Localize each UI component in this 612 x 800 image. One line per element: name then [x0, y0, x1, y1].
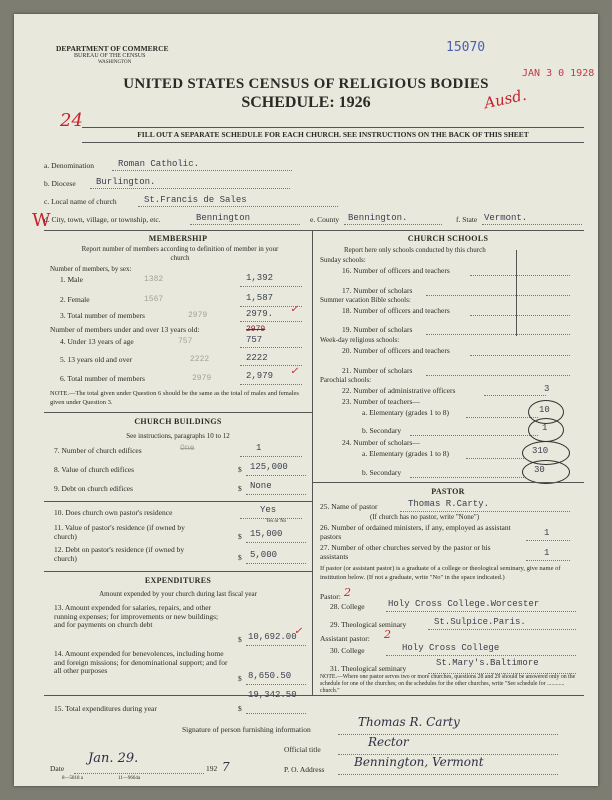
buildings-subtitle: See instructions, paragraphs 10 to 12 — [126, 432, 230, 440]
margin-mark-24: 24 — [60, 110, 83, 131]
pastor-note: NOTE.—Where one pastor serves two or more churches, questions 28 and 29 should be answered only on the schedule for one of the churches; on the schedules for the other churches, write "See schedule for ............ church." — [320, 674, 576, 694]
total-members-value: 2979. — [246, 309, 274, 319]
other-churches-value: 1 — [544, 548, 550, 558]
pastor-name-label: 25. Name of pastor — [320, 502, 378, 511]
sunday-teachers-label: 16. Number of officers and teachers — [342, 266, 450, 275]
county-label: e. County — [310, 215, 340, 224]
other-churches-label: 27. Number of other churches served by the pastor or his assistants — [320, 543, 491, 561]
edifices-value: 125,000 — [250, 462, 288, 472]
expenditures-subtitle: Amount expended by your church during last fiscal year — [99, 590, 257, 598]
pastor-name-value: Thomas R.Carty. — [408, 499, 490, 509]
official-title-value: Rector — [368, 735, 409, 749]
male-value: 1,392 — [246, 273, 274, 283]
schedule-number: 15070 — [446, 40, 486, 55]
summer-schools-label: Summer vacation Bible schools: — [320, 296, 411, 304]
scholars-label: 24. Number of scholars— — [342, 438, 420, 447]
admin-officers-value: 3 — [544, 384, 550, 394]
year-suffix: 7 — [222, 760, 230, 774]
edifices-debt-value: None — [250, 481, 272, 491]
diocese-value: Burlington. — [96, 177, 156, 187]
date-label: Date — [50, 764, 65, 773]
state-value: Vermont. — [484, 213, 528, 223]
under13-faint: 757 — [178, 337, 193, 346]
residence-owned-label: 10. Does church own pastor's residence — [54, 508, 173, 517]
membership-note: NOTE.—The total given under Question 6 should be the same as the total of males and females given under Question 3. — [50, 390, 299, 406]
form-code: 8—5818 a — [62, 776, 83, 781]
total-members-label: 3. Total number of members — [60, 311, 145, 320]
church-name-value: St.Francis de Sales — [144, 195, 247, 205]
teachers-secondary-value: 1 — [542, 423, 548, 433]
summer-scholars-label: 19. Number of scholars — [342, 325, 413, 334]
scholars-secondary-label: b. Secondary — [362, 468, 402, 477]
pastor-name-hint: (If church has no pastor, write "None") — [370, 513, 480, 521]
total-members-6-label: 6. Total number of members — [60, 374, 145, 383]
benevolences-value: 8,650.50 — [248, 671, 292, 681]
circled-value — [522, 460, 570, 484]
edifices-count-label: 7. Number of church edifices — [54, 446, 142, 455]
female-label: 2. Female — [60, 295, 90, 304]
membership-title: MEMBERSHIP — [148, 234, 208, 243]
expenditures-title: EXPENDITURES — [144, 576, 212, 585]
schools-intro: Report here only schools conducted by this church — [344, 246, 486, 254]
total-members-6-faint: 2979 — [192, 374, 212, 383]
form-title: UNITED STATES CENSUS OF RELIGIOUS BODIES — [123, 76, 489, 92]
weekday-schools-label: Week-day religious schools: — [320, 336, 400, 344]
margin-mark-w: W — [32, 210, 51, 231]
admin-officers-label: 22. Number of administrative officers — [342, 386, 456, 395]
assistant-sublabel: Assistant pastor: — [320, 634, 370, 643]
edifices-count-value: 1 — [256, 443, 262, 453]
diocese-label: b. Diocese — [44, 179, 76, 188]
dollar-sign: $ — [238, 484, 242, 493]
assistant-seminary-label: 31. Theological seminary — [330, 664, 407, 673]
church-name-label: c. Local name of church — [44, 197, 117, 206]
edifices-count-typed: One — [180, 444, 195, 453]
pastor-sublabel: Pastor: — [320, 592, 341, 601]
female-value: 1,587 — [246, 293, 274, 303]
official-title-label: Official title — [284, 745, 321, 754]
schools-title: CHURCH SCHOOLS — [407, 234, 489, 243]
parochial-schools-label: Parochial schools: — [320, 376, 372, 384]
check-mark: ✓ — [294, 626, 303, 637]
bureau-label: BUREAU OF THE CENSUS — [74, 53, 146, 59]
pastor-title: PASTOR — [431, 487, 465, 496]
weekday-teachers-label: 20. Number of officers and teachers — [342, 346, 450, 355]
pastor-mark: 2 — [344, 586, 351, 599]
edifices-debt-label: 9. Debt on church edifices — [54, 484, 133, 493]
assistant-college-label: 30. College — [330, 646, 365, 655]
pastor-seminary-label: 29. Theological seminary — [330, 620, 407, 629]
over13-label: 5. 13 years old and over — [60, 355, 133, 364]
denomination-label: a. Denomination — [44, 161, 94, 170]
signature-label: Signature of person furnishing information — [182, 725, 311, 734]
expenses-label: 13. Amount expended for salaries, repairs, and other running expenses; for improvements or new buildings; and for payments on church debt — [54, 603, 219, 629]
state-label: f. State — [456, 215, 478, 224]
residence-owned-value: Yes — [260, 505, 277, 515]
scholars-elementary-label: a. Elementary (grades 1 to 8) — [362, 449, 450, 458]
address-label: P. O. Address — [284, 765, 325, 774]
graduate-note: If pastor (or assistant pastor) is a graduate of a college or theological seminary, give name of institution below. (If not a graduate, write "No" in the space indicated.) — [320, 565, 561, 581]
membership-intro: Report number of members according to definition of member in your church — [81, 245, 279, 262]
city-label: WASHINGTON — [98, 60, 132, 65]
age-label: Number of members under and over 13 years old: — [50, 325, 200, 334]
scholars-elementary-value: 310 — [532, 446, 549, 456]
sunday-schools-label: Sunday schools: — [320, 256, 366, 264]
residence-debt-value: 5,000 — [250, 550, 278, 560]
print-code: 11—9664a — [118, 776, 141, 781]
teachers-elementary-label: a. Elementary (grades 1 to 8) — [362, 408, 450, 417]
denomination-value: Roman Catholic. — [118, 159, 200, 169]
residence-debt-label: 12. Debt on pastor's residence (if owned by church) — [54, 545, 185, 563]
scholars-secondary-value: 30 — [534, 465, 545, 475]
dollar-sign: $ — [238, 674, 242, 683]
pastor-college-value: Holy Cross College.Worcester — [388, 599, 540, 609]
over13-faint: 2222 — [190, 355, 210, 364]
teachers-label: 23. Number of teachers— — [342, 397, 420, 406]
check-mark: ✓ — [290, 366, 299, 377]
instruction-banner: FILL OUT A SEPARATE SCHEDULE FOR EACH CHURCH. SEE INSTRUCTIONS ON THE BACK OF THIS SHEET — [137, 130, 529, 139]
expenses-value: 10,692.00 — [248, 632, 297, 642]
city-label-field: d. City, town, village, or township, etc. — [44, 215, 161, 224]
date-value: Jan. 29. — [88, 751, 139, 766]
city-value: Bennington — [196, 213, 251, 223]
residence-value-label: 11. Value of pastor's residence (if owned by church) — [54, 523, 185, 541]
year-prefix: 192 — [206, 764, 218, 773]
received-date-stamp: JAN 3 0 1928 — [522, 68, 595, 79]
department-label: DEPARTMENT OF COMMERCE — [56, 44, 169, 53]
reviewer-signature-mark: Ausd. — [482, 85, 528, 113]
buildings-title: CHURCH BUILDINGS — [134, 417, 222, 426]
pastor-seminary-value: St.Sulpice.Paris. — [434, 617, 526, 627]
dollar-sign: $ — [238, 553, 242, 562]
county-value: Bennington. — [348, 213, 408, 223]
dollar-sign: $ — [238, 704, 242, 713]
weekday-scholars-label: 21. Number of scholars — [342, 366, 413, 375]
census-schedule-form — [14, 14, 598, 786]
by-sex-label: Number of members, by sex: — [50, 265, 132, 273]
teachers-secondary-label: b. Secondary — [362, 426, 402, 435]
address-value: Bennington, Vermont — [354, 755, 484, 769]
under13-value: 757 — [246, 335, 263, 345]
assistant-mark: 2 — [384, 628, 391, 641]
dollar-sign: $ — [238, 465, 242, 474]
sunday-scholars-label: 17. Number of scholars — [342, 286, 413, 295]
total-expenditures-value: 19,342.50 — [248, 690, 297, 700]
assistant-count-label: 26. Number of ordained ministers, if any, employed as assistant pastors — [320, 523, 511, 541]
yes-no-hint: Yes or No — [266, 519, 287, 524]
form-subtitle: SCHEDULE: 1926 — [241, 94, 371, 111]
signature-value: Thomas R. Carty — [358, 715, 460, 729]
over13-value: 2222 — [246, 353, 268, 363]
male-label: 1. Male — [60, 275, 83, 284]
total-members-faint: 2979 — [188, 311, 208, 320]
assistant-count-value: 1 — [544, 528, 550, 538]
dollar-sign: $ — [238, 532, 242, 541]
summer-teachers-label: 18. Number of officers and teachers — [342, 306, 450, 315]
dollar-sign: $ — [238, 635, 242, 644]
check-mark: ✓ — [290, 304, 299, 315]
under13-label: 4. Under 13 years of age — [60, 337, 134, 346]
pastor-college-label: 28. College — [330, 602, 365, 611]
female-faint: 1567 — [144, 295, 164, 304]
male-faint: 1382 — [144, 275, 164, 284]
teachers-elementary-value: 10 — [539, 405, 550, 415]
total-expenditures-label: 15. Total expenditures during year — [54, 704, 157, 713]
benevolences-label: 14. Amount expended for benevolences, including home and foreign missions; for denominational support; and for all other purposes — [54, 649, 228, 675]
age-struck-value: 2979 — [246, 325, 266, 334]
residence-value: 15,000 — [250, 529, 283, 539]
assistant-seminary-value: St.Mary's.Baltimore — [436, 658, 539, 668]
assistant-college-value: Holy Cross College — [402, 643, 500, 653]
edifices-value-label: 8. Value of church edifices — [54, 465, 135, 474]
total-members-6-value: 2,979 — [246, 371, 274, 381]
